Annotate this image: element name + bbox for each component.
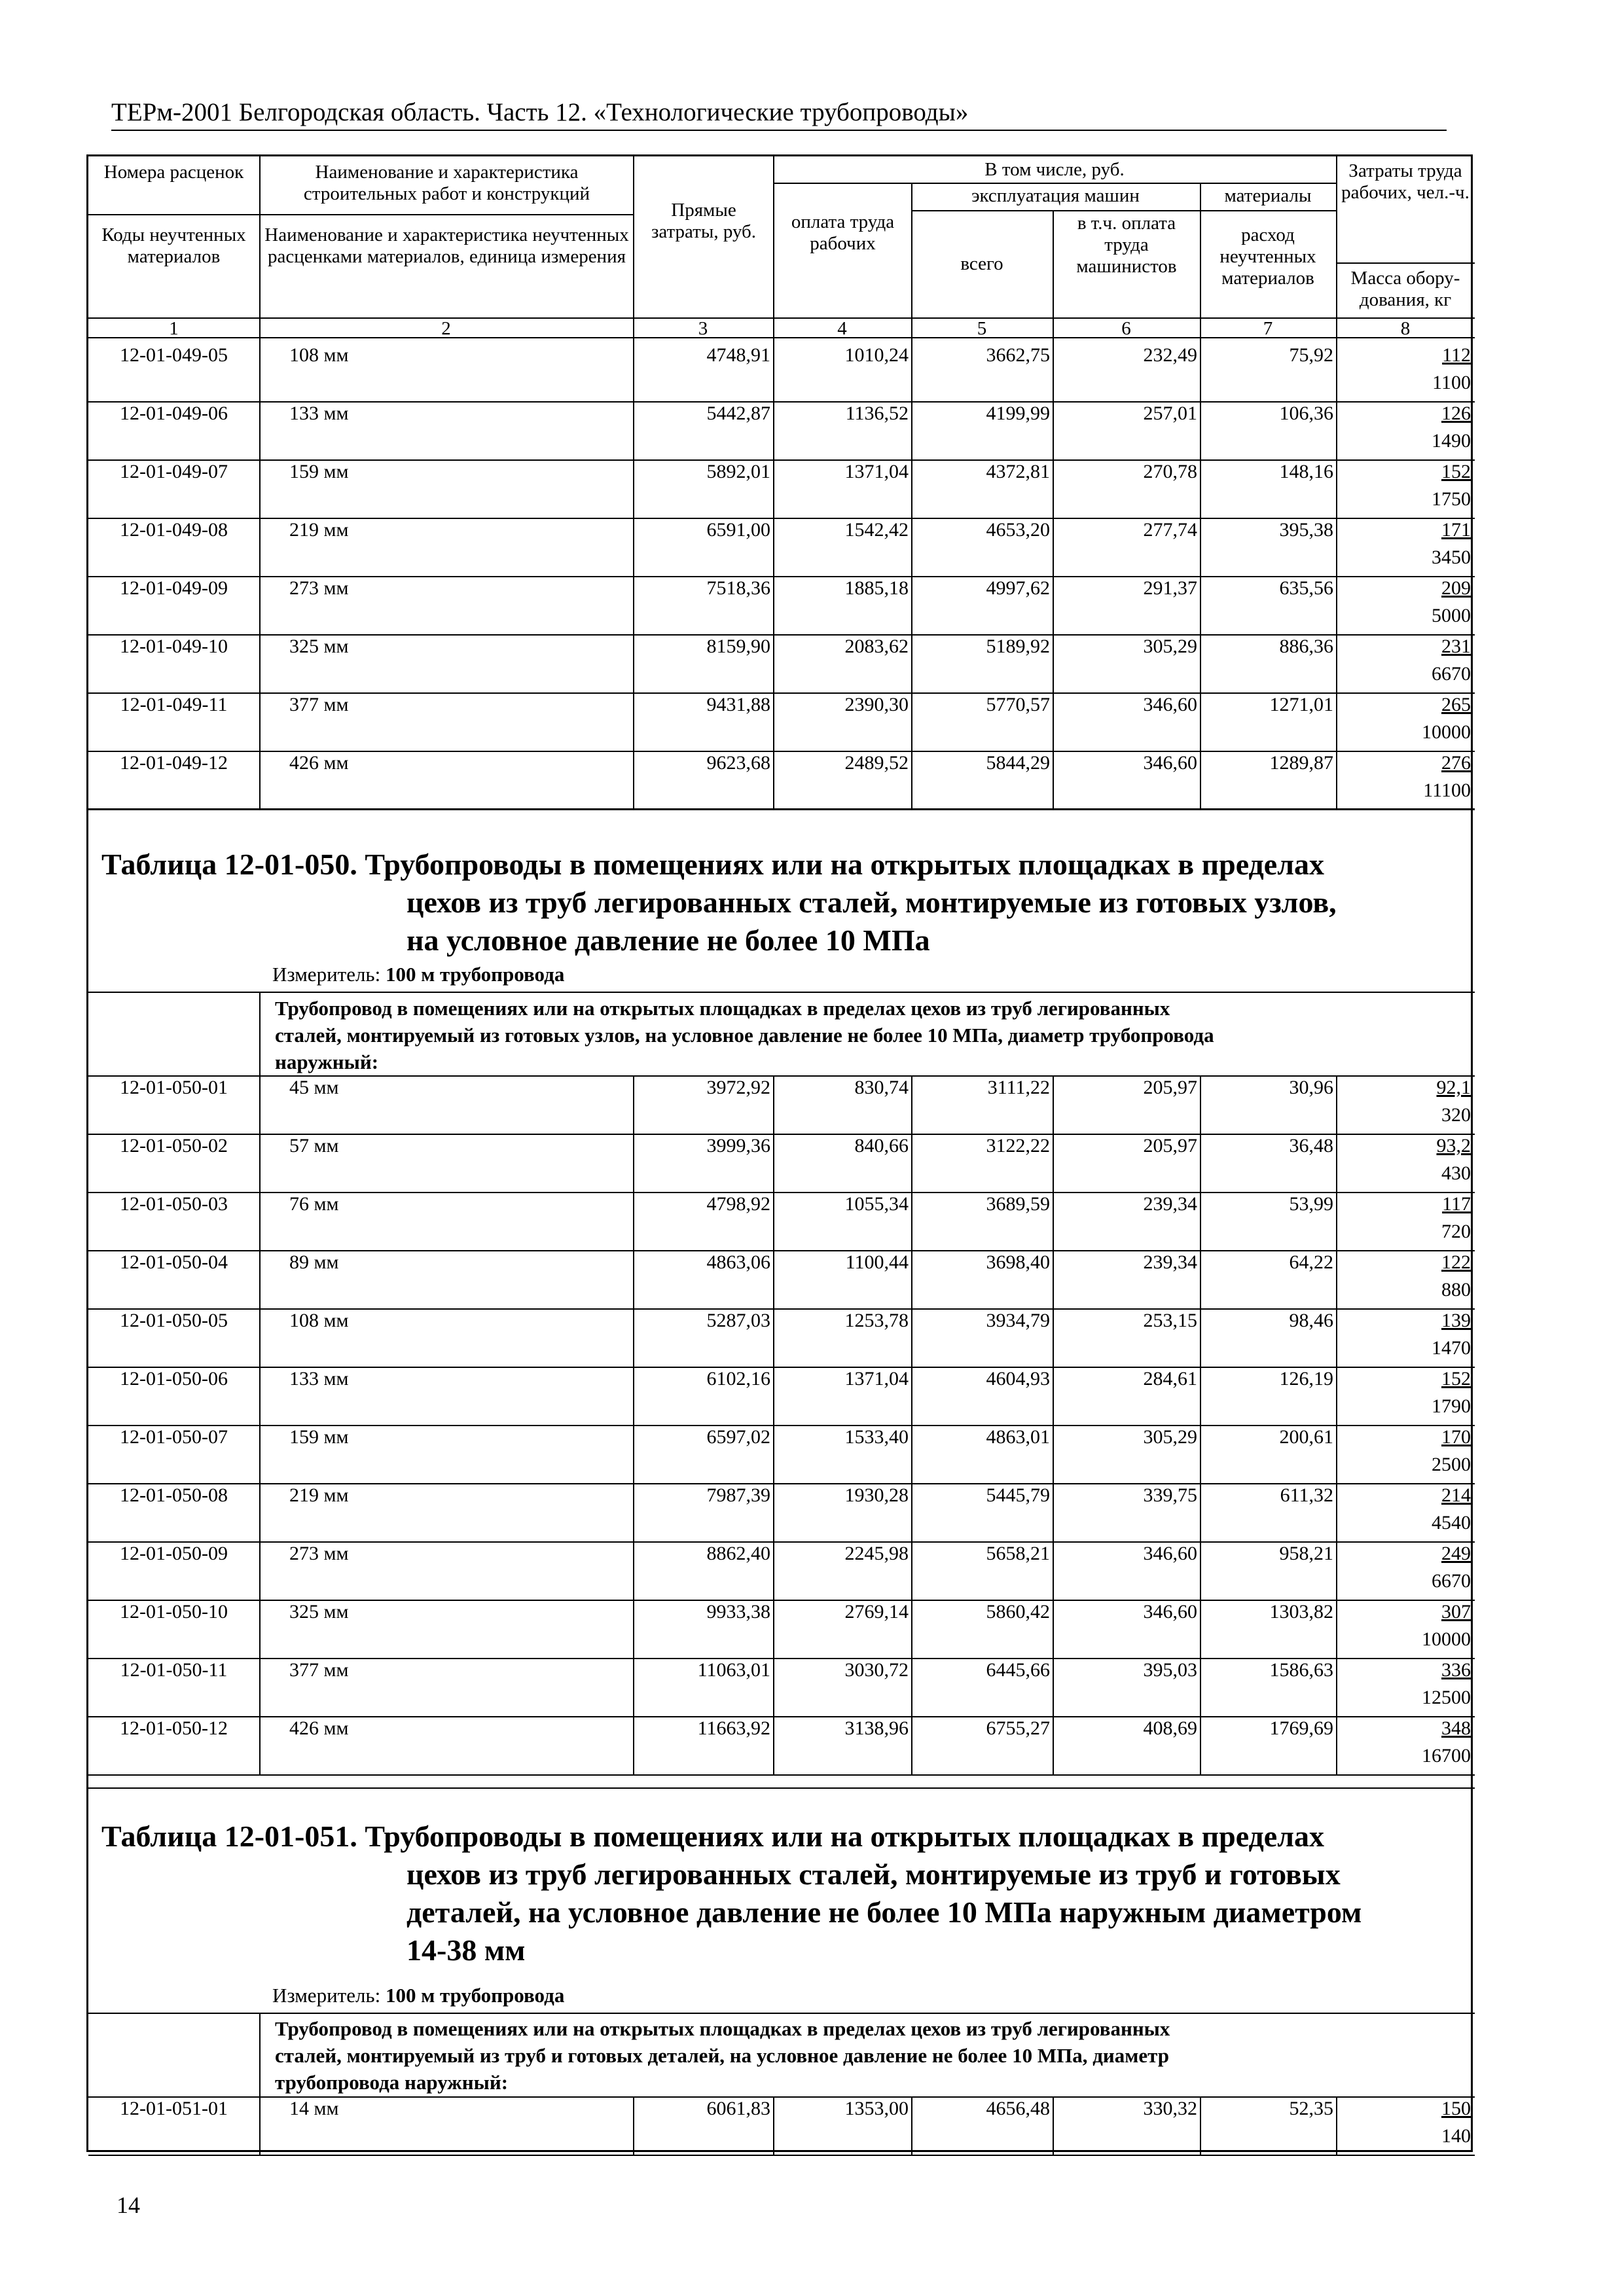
cell-direct: 5287,03 (706, 1310, 770, 1331)
cell-code: 12-01-050-05 (120, 1310, 228, 1331)
cell-equipment-mass: 320 (1441, 1104, 1471, 1126)
cell-equipment-mass: 430 (1441, 1162, 1471, 1184)
cell-equipment-mass: 4540 (1432, 1512, 1471, 1534)
cell-direct: 9431,88 (706, 694, 770, 715)
col-material-name-header: Наименование и характеристика неучтенных расценками материалов, единица измерения (264, 224, 629, 267)
cell-code: 12-01-050-10 (120, 1601, 228, 1623)
cell-machlab: 239,34 (1143, 1251, 1197, 1273)
cell-mat: 200,61 (1279, 1426, 1333, 1448)
table-050-title: Таблица 12-01-050. Трубопроводы в помещениях или на открытых площадках в пределах цехов из труб легированных сталей, монтируемые из готовых узлов, на условное давление не более 10 МПа (101, 848, 1337, 957)
cell-code: 12-01-049-09 (120, 577, 228, 599)
cell-mach: 3934,79 (986, 1310, 1050, 1331)
cell-code: 12-01-050-11 (120, 1659, 228, 1681)
col-machines-total-header: всего (960, 253, 1003, 274)
running-header: ТЕРм-2001 Белгородская область. Часть 12. «Технологические трубопроводы» (111, 97, 1447, 131)
col-materials-header: материалы (1224, 185, 1312, 206)
col-labor-pay-header: оплата труда рабочих (791, 211, 895, 254)
cell-code: 12-01-050-08 (120, 1484, 228, 1506)
cell-mat: 75,92 (1289, 344, 1333, 366)
cell-machlab: 408,69 (1143, 1717, 1197, 1739)
col-labor-hours-header: Затраты труда рабочих, чел.-ч. (1341, 160, 1470, 203)
cell-machlab: 346,60 (1143, 752, 1197, 774)
cell-direct: 5892,01 (706, 461, 770, 482)
cell-name: 219 мм (289, 1484, 349, 1506)
cell-code: 12-01-049-12 (120, 752, 228, 774)
cell-mach: 5860,42 (986, 1601, 1050, 1623)
cell-direct: 6061,83 (706, 2098, 770, 2119)
cell-code: 12-01-050-04 (120, 1251, 228, 1273)
cell-direct: 4798,92 (706, 1193, 770, 1215)
cell-labor-hours: 265 (1441, 694, 1471, 715)
cell-labor: 830,74 (854, 1077, 909, 1098)
table-050-label: Таблица 12-01-050. (101, 848, 357, 881)
cell-machlab: 239,34 (1143, 1193, 1197, 1215)
cell-name: 219 мм (289, 519, 349, 541)
cell-code: 12-01-050-09 (120, 1543, 228, 1564)
page-number: 14 (117, 2192, 140, 2218)
cell-mat: 1289,87 (1269, 752, 1333, 774)
cell-name: 108 мм (289, 344, 349, 366)
table-050-description: Трубопровод в помещениях или на открытых площадках в пределах цехов из труб легированных сталей, монтируемый из готовых узлов, на условное давление не более 10 МПа, диаметр трубопровода наружный: (275, 997, 1214, 1073)
cell-mach: 5770,57 (986, 694, 1050, 715)
cell-mat: 106,36 (1279, 403, 1333, 424)
cell-direct: 7987,39 (706, 1484, 770, 1506)
cell-equipment-mass: 3450 (1432, 547, 1471, 568)
cell-labor: 3030,72 (844, 1659, 909, 1681)
cell-code: 12-01-050-01 (120, 1077, 228, 1098)
cell-name: 426 мм (289, 752, 349, 774)
cell-code: 12-01-049-06 (120, 403, 228, 424)
cell-labor-hours: 307 (1441, 1601, 1471, 1623)
cell-mat: 148,16 (1279, 461, 1333, 482)
cell-code: 12-01-050-03 (120, 1193, 228, 1215)
cell-labor-hours: 150 (1441, 2098, 1471, 2119)
cell-code: 12-01-050-02 (120, 1135, 228, 1157)
cell-name: 325 мм (289, 636, 349, 657)
cell-machlab: 346,60 (1143, 694, 1197, 715)
cell-direct: 3999,36 (706, 1135, 770, 1157)
cell-machlab: 253,15 (1143, 1310, 1197, 1331)
cell-name: 133 мм (289, 403, 349, 424)
cell-labor-hours: 170 (1441, 1426, 1471, 1448)
col-number: 6 (1121, 318, 1131, 339)
rates-table (86, 154, 1473, 2152)
cell-direct: 9933,38 (706, 1601, 770, 1623)
cell-code: 12-01-050-12 (120, 1717, 228, 1739)
cell-labor: 2083,62 (844, 636, 909, 657)
cell-name: 108 мм (289, 1310, 349, 1331)
cell-equipment-mass: 720 (1441, 1221, 1471, 1242)
cell-machlab: 305,29 (1143, 636, 1197, 657)
cell-labor-hours: 117 (1442, 1193, 1471, 1215)
cell-labor-hours: 171 (1441, 519, 1471, 541)
cell-labor-hours: 126 (1441, 403, 1471, 424)
cell-mat: 611,32 (1280, 1484, 1333, 1506)
cell-equipment-mass: 1470 (1432, 1337, 1471, 1359)
cell-labor: 3138,96 (844, 1717, 909, 1739)
cell-name: 57 мм (289, 1135, 339, 1157)
cell-mach: 6755,27 (986, 1717, 1050, 1739)
cell-equipment-mass: 1750 (1432, 488, 1471, 510)
cell-labor-hours: 209 (1441, 577, 1471, 599)
col-work-name-header: Наименование и характеристика строительных работ и конструкций (303, 162, 590, 204)
cell-equipment-mass: 2500 (1432, 1454, 1471, 1475)
cell-code: 12-01-049-10 (120, 636, 228, 657)
cell-labor-hours: 276 (1441, 752, 1471, 774)
cell-mach: 5658,21 (986, 1543, 1050, 1564)
cell-direct: 9623,68 (706, 752, 770, 774)
col-direct-costs-header: Прямые затраты, руб. (651, 200, 757, 242)
cell-mach: 3689,59 (986, 1193, 1050, 1215)
cell-labor: 1010,24 (844, 344, 909, 366)
cell-mach: 6445,66 (986, 1659, 1050, 1681)
cell-labor: 1371,04 (844, 461, 909, 482)
cell-equipment-mass: 10000 (1422, 1628, 1471, 1650)
cell-name: 45 мм (289, 1077, 339, 1098)
cell-direct: 6597,02 (706, 1426, 770, 1448)
cell-direct: 5442,87 (706, 403, 770, 424)
cell-direct: 4863,06 (706, 1251, 770, 1273)
cell-code: 12-01-050-06 (120, 1368, 228, 1390)
col-unaccounted-materials-header: расход неучтенных материалов (1219, 224, 1316, 289)
cell-code: 12-01-049-11 (120, 694, 228, 715)
cell-mat: 98,46 (1289, 1310, 1333, 1331)
cell-mach: 4604,93 (986, 1368, 1050, 1390)
cell-name: 76 мм (289, 1193, 339, 1215)
cell-machlab: 284,61 (1143, 1368, 1197, 1390)
cell-labor: 1055,34 (844, 1193, 909, 1215)
cell-direct: 7518,36 (706, 577, 770, 599)
cell-direct: 4748,91 (706, 344, 770, 366)
cell-labor: 1542,42 (844, 519, 909, 541)
cell-machlab: 232,49 (1143, 344, 1197, 366)
cell-mat: 886,36 (1279, 636, 1333, 657)
cell-labor: 2245,98 (844, 1543, 909, 1564)
cell-equipment-mass: 12500 (1422, 1687, 1471, 1708)
col-number: 7 (1263, 318, 1273, 339)
cell-mach: 5445,79 (986, 1484, 1050, 1506)
cell-labor-hours: 122 (1441, 1251, 1471, 1273)
cell-equipment-mass: 10000 (1422, 721, 1471, 743)
cell-mat: 126,19 (1279, 1368, 1333, 1390)
cell-equipment-mass: 880 (1441, 1279, 1471, 1300)
cell-equipment-mass: 11100 (1423, 780, 1471, 801)
cell-machlab: 205,97 (1143, 1135, 1197, 1157)
cell-labor: 1353,00 (844, 2098, 909, 2119)
cell-machlab: 277,74 (1143, 519, 1197, 541)
table-051-meter: Измеритель: 100 м трубопровода (272, 1984, 565, 2007)
cell-labor: 1885,18 (844, 577, 909, 599)
cell-mat: 1586,63 (1269, 1659, 1333, 1681)
cell-name: 426 мм (289, 1717, 349, 1739)
col-machinist-pay-header: в т.ч. оплата труда машинистов (1076, 213, 1177, 277)
cell-mach: 4199,99 (986, 403, 1050, 424)
cell-labor: 1100,44 (845, 1251, 909, 1273)
col-rate-number-header: Номера расценок (103, 162, 244, 183)
cell-machlab: 205,97 (1143, 1077, 1197, 1098)
cell-code: 12-01-051-01 (120, 2098, 228, 2119)
cell-equipment-mass: 16700 (1422, 1745, 1471, 1767)
cell-equipment-mass: 6670 (1432, 1570, 1471, 1592)
cell-labor-hours: 139 (1441, 1310, 1471, 1331)
cell-labor: 1371,04 (844, 1368, 909, 1390)
cell-labor: 2390,30 (844, 694, 909, 715)
cell-equipment-mass: 6670 (1432, 663, 1471, 685)
cell-mach: 5189,92 (986, 636, 1050, 657)
cell-machlab: 346,60 (1143, 1601, 1197, 1623)
cell-direct: 6591,00 (706, 519, 770, 541)
cell-mat: 395,38 (1279, 519, 1333, 541)
cell-mat: 36,48 (1289, 1135, 1333, 1157)
cell-machlab: 346,60 (1143, 1543, 1197, 1564)
cell-machlab: 330,32 (1143, 2098, 1197, 2119)
col-number: 3 (698, 318, 708, 339)
cell-labor: 1930,28 (844, 1484, 909, 1506)
cell-mat: 53,99 (1289, 1193, 1333, 1215)
cell-labor-hours: 336 (1441, 1659, 1471, 1681)
cell-name: 377 мм (289, 1659, 349, 1681)
cell-labor: 840,66 (854, 1135, 909, 1157)
cell-mat: 635,56 (1279, 577, 1333, 599)
cell-mach: 5844,29 (986, 752, 1050, 774)
table-051-label: Таблица 12-01-051. (101, 1820, 357, 1853)
table-051-description: Трубопровод в помещениях или на открытых площадках в пределах цехов из труб легированных сталей, монтируемый из труб и готовых деталей, на условное давление не более 10 МПа, диаметр трубопровода наружный: (275, 2017, 1170, 2094)
cell-machlab: 305,29 (1143, 1426, 1197, 1448)
cell-code: 12-01-049-07 (120, 461, 228, 482)
cell-direct: 11663,92 (697, 1717, 770, 1739)
cell-mach: 3662,75 (986, 344, 1050, 366)
cell-mach: 3122,22 (986, 1135, 1050, 1157)
cell-name: 377 мм (289, 694, 349, 715)
col-material-code-header: Коды неучтенных материалов (101, 224, 246, 267)
cell-mat: 1271,01 (1269, 694, 1333, 715)
cell-machlab: 291,37 (1143, 577, 1197, 599)
cell-mat: 1769,69 (1269, 1717, 1333, 1739)
col-number: 4 (837, 318, 847, 339)
cell-mat: 958,21 (1279, 1543, 1333, 1564)
col-including-header: В том числе, руб. (984, 159, 1125, 180)
table-050-meter: Измеритель: 100 м трубопровода (272, 963, 565, 986)
cell-labor-hours: 92,1 (1436, 1077, 1471, 1098)
cell-direct: 8862,40 (706, 1543, 770, 1564)
table-051-title: Таблица 12-01-051. Трубопроводы в помещениях или на открытых площадках в пределах цехов из труб легированных сталей, монтируемые из труб и готовых деталей, на условное давление не более 10 МПа наружным диаметром 14-38 мм (101, 1820, 1362, 1967)
cell-equipment-mass: 1790 (1432, 1395, 1471, 1417)
cell-equipment-mass: 1100 (1432, 372, 1471, 393)
cell-labor: 1533,40 (844, 1426, 909, 1448)
cell-machlab: 395,03 (1143, 1659, 1197, 1681)
cell-name: 273 мм (289, 1543, 349, 1564)
cell-mach: 4997,62 (986, 577, 1050, 599)
cell-name: 325 мм (289, 1601, 349, 1623)
cell-direct: 6102,16 (706, 1368, 770, 1390)
cell-labor-hours: 348 (1441, 1717, 1471, 1739)
cell-labor: 2489,52 (844, 752, 909, 774)
cell-labor-hours: 152 (1441, 1368, 1471, 1390)
cell-mach: 4656,48 (986, 2098, 1050, 2119)
cell-labor-hours: 112 (1442, 344, 1471, 366)
cell-code: 12-01-050-07 (120, 1426, 228, 1448)
cell-mach: 3111,22 (987, 1077, 1050, 1098)
cell-mach: 4653,20 (986, 519, 1050, 541)
cell-labor-hours: 249 (1441, 1543, 1471, 1564)
cell-labor-hours: 93,2 (1436, 1135, 1471, 1157)
cell-labor-hours: 152 (1441, 461, 1471, 482)
cell-code: 12-01-049-05 (120, 344, 228, 366)
cell-equipment-mass: 5000 (1432, 605, 1471, 626)
cell-mat: 64,22 (1289, 1251, 1333, 1273)
cell-name: 159 мм (289, 1426, 349, 1448)
cell-name: 133 мм (289, 1368, 349, 1390)
cell-labor-hours: 214 (1441, 1484, 1471, 1506)
cell-mat: 1303,82 (1269, 1601, 1333, 1623)
col-number: 8 (1400, 318, 1411, 339)
col-number: 5 (977, 318, 987, 339)
cell-machlab: 339,75 (1143, 1484, 1197, 1506)
cell-equipment-mass: 140 (1441, 2125, 1471, 2147)
col-machine-operation-header: эксплуатация машин (971, 185, 1140, 206)
cell-name: 89 мм (289, 1251, 339, 1273)
cell-equipment-mass: 1490 (1432, 430, 1471, 452)
cell-labor: 1253,78 (844, 1310, 909, 1331)
col-equipment-mass-header: Масса обору-дования, кг (1350, 268, 1460, 310)
cell-name: 159 мм (289, 461, 349, 482)
cell-mat: 52,35 (1289, 2098, 1333, 2119)
cell-code: 12-01-049-08 (120, 519, 228, 541)
cell-mach: 4863,01 (986, 1426, 1050, 1448)
cell-labor-hours: 231 (1441, 636, 1471, 657)
cell-labor: 2769,14 (844, 1601, 909, 1623)
cell-name: 273 мм (289, 577, 349, 599)
cell-direct: 11063,01 (697, 1659, 770, 1681)
cell-machlab: 257,01 (1143, 403, 1197, 424)
cell-mach: 4372,81 (986, 461, 1050, 482)
cell-mach: 3698,40 (986, 1251, 1050, 1273)
cell-direct: 8159,90 (706, 636, 770, 657)
cell-machlab: 270,78 (1143, 461, 1197, 482)
cell-name: 14 мм (289, 2098, 339, 2119)
col-number: 2 (441, 318, 451, 339)
col-number: 1 (169, 318, 179, 339)
cell-direct: 3972,92 (706, 1077, 770, 1098)
cell-mat: 30,96 (1289, 1077, 1333, 1098)
cell-labor: 1136,52 (845, 403, 909, 424)
